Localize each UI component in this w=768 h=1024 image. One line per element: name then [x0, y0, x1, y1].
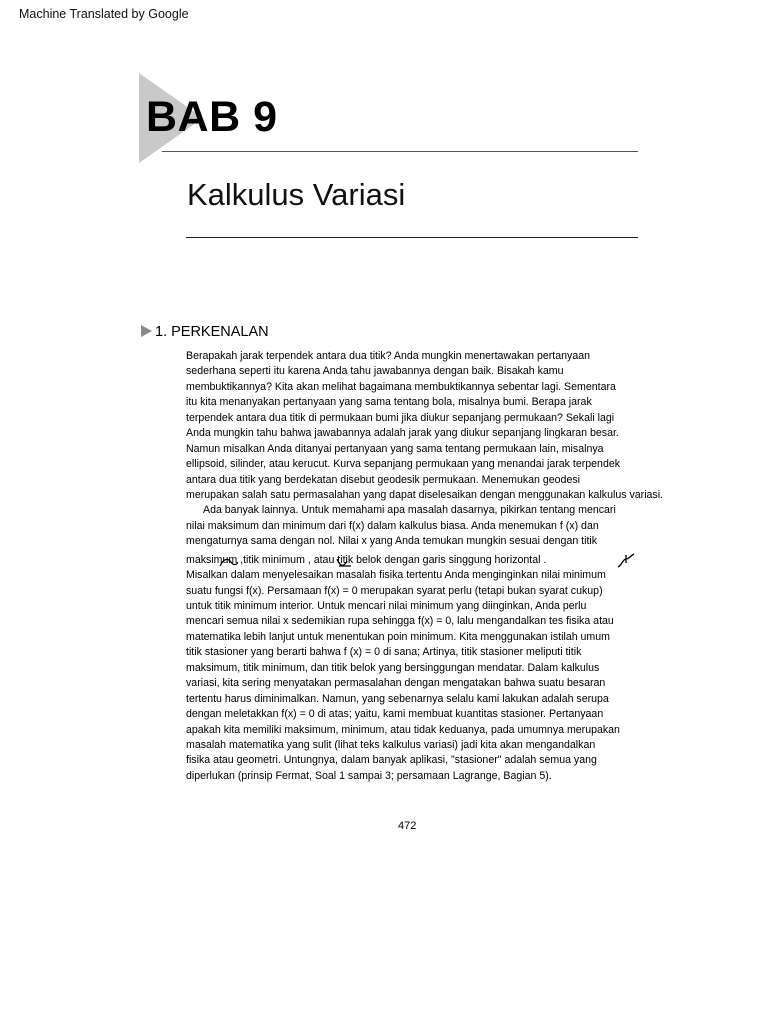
maximum-curve-glyph: [219, 557, 239, 568]
body-line: Anda mungkin tahu bahwa jawabannya adalah jarak yang diukur sepanjang lingkaran besar.: [186, 427, 619, 440]
body-line: maksimum ,titik minimum , atau titik belok dengan garis singgung horizontal .: [186, 553, 547, 566]
body-line: titik stasioner yang berarti bahwa f (x) = 0 di sana; Artinya, titik stasioner meliputi titik: [186, 646, 582, 659]
body-line: mengaturnya sama dengan nol. Nilai x yang Anda temukan mungkin sesuai dengan titik: [186, 535, 598, 548]
body-line: fisika atau geometri. Untungnya, dalam banyak aplikasi, "stasioner" adalah semua yang: [186, 754, 597, 767]
body-line: Misalkan dalam menyelesaikan masalah fisika tertentu Anda menginginkan nilai minimum: [186, 569, 606, 582]
body-line: maksimum, titik minimum, dan titik belok yang bersinggungan mendatar. Dalam kalkulus: [186, 661, 600, 674]
body-line: tertentu harus diminimalkan. Namun, yang sebenarnya selalu kami lakukan adalah serupa: [186, 692, 609, 705]
body-line: nilai maksimum dan minimum dari f(x) dalam kalkulus biasa. Anda menemukan f (x) dan: [186, 519, 599, 532]
translation-banner: Machine Translated by Google: [19, 7, 189, 21]
chapter-rule-bottom: [186, 237, 638, 238]
section-heading: 1. PERKENALAN: [155, 324, 269, 340]
body-line: dengan meletakkan f(x) = 0 di atas; yaitu, kami membuat kuantitas stasioner. Pertanyaan: [186, 708, 604, 721]
body-line: masalah matematika yang sulit (lihat teks kalkulus variasi) jadi kita akan mengandalkan: [186, 738, 596, 751]
chapter-rule-top: [162, 151, 638, 152]
section-arrow-icon: [141, 325, 152, 337]
body-line: untuk titik minimum interior. Untuk mencari nilai minimum yang diinginkan, Anda perlu: [186, 600, 587, 612]
body-line: suatu fungsi f(x). Persamaan f(x) = 0 merupakan syarat perlu (tetapi bukan syarat cukup): [186, 584, 603, 597]
body-line: ellipsoid, silinder, atau kerucut. Kurva sepanjang permukaan yang menandai jarak terpendek: [186, 458, 621, 471]
body-line: mencari semua nilai x sedemikian rupa sehingga f(x) = 0, lalu mengandalkan tes fisika atau: [186, 615, 614, 628]
page-number: 472: [398, 820, 417, 832]
body-line: sederhana seperti itu karena Anda tahu jawabannya dengan baik. Bisakah kamu: [186, 365, 564, 378]
body-line: Namun misalkan Anda ditanyai pertanyaan yang sama tentang permukaan lain, misalnya: [186, 442, 604, 455]
body-line: membuktikannya? Kita akan melihat bagaimana membuktikannya sebentar lagi. Sementara: [186, 380, 616, 393]
body-line: antara dua titik yang berdekatan disebut geodesik permukaan. Menemukan geodesi: [186, 473, 580, 486]
minimum-curve-glyph: [336, 557, 352, 568]
chapter-title: Kalkulus Variasi: [187, 177, 406, 212]
chapter-number: BAB 9: [146, 93, 278, 141]
body-line: Berapakah jarak terpendek antara dua titik? Anda mungkin menertawakan pertanyaan: [186, 350, 591, 362]
body-line: itu kita menanyakan pertanyaan yang sama tentang bola, misalnya bumi. Berapa jarak: [186, 396, 592, 409]
body-line: matematika lebih lanjut untuk menentukan poin minimum. Kita menggunakan istilah umum: [186, 630, 610, 643]
body-line: merupakan salah satu permasalahan yang dapat diselesaikan dengan menggunakan kalkulus variasi.: [186, 488, 664, 501]
body-line: variasi, kita sering menyatakan permasalahan dengan mengatakan bahwa suatu besaran: [186, 677, 606, 690]
body-line: terpendek antara dua titik di permukaan bumi jika diukur sepanjang permukaan? Sekali lagi: [186, 411, 615, 424]
inflection-curve-glyph: [616, 553, 636, 569]
body-line: Ada banyak lainnya. Untuk memahami apa masalah dasarnya, pikirkan tentang mencari: [203, 504, 616, 517]
body-line: apakah kita memiliki maksimum, minimum, atau tidak keduanya, pada umumnya merupakan: [186, 723, 620, 736]
body-line: diperlukan (prinsip Fermat, Soal 1 sampai 3; persamaan Lagrange, Bagian 5).: [186, 769, 552, 782]
